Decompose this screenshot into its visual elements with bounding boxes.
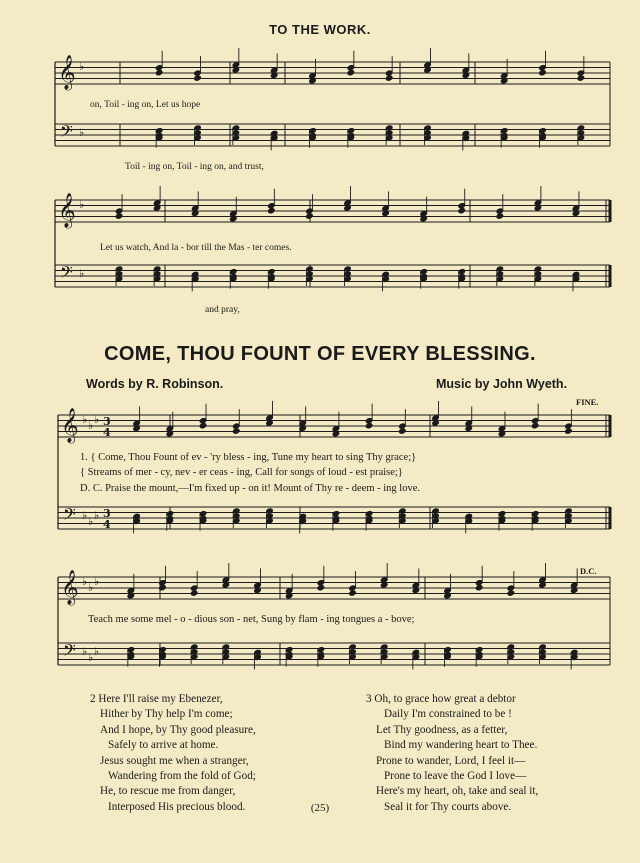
flat-icon: ♭ [79,126,85,139]
quarter-note [531,422,539,429]
verse-3-line: Daily I'm constrained to be ! [384,708,512,721]
hymn-lyric-line3: D. C. Praise the mount,—I'm fixed up - on it! Mount of Thy re - deem - ing love. [80,483,420,494]
top-heading: TO THE WORK. [269,22,371,37]
quarter-note [398,428,406,435]
verse-2-line: Safely to arrive at home. [108,739,219,752]
quarter-note [190,590,198,597]
verse-3-line: Seal it for Thy courts above. [384,800,512,813]
time-signature: 4 [103,518,111,531]
quarter-note [564,428,572,435]
quarter-note [193,75,201,82]
verse-3 [366,692,538,815]
flat-icon: ♭ [88,581,94,594]
hymn-title: COME, THOU FOUNT OF EVERY BLESSING. [104,343,536,365]
quarter-note [305,213,313,220]
verse-2-line: He, to rescue me from danger, [100,785,236,798]
flat-icon: ♭ [94,575,100,588]
verse-2-line: 2 Here I'll raise my Ebenezer, [90,693,223,705]
bass-clef-icon: 𝄢 [60,121,73,145]
treble-clef-icon: 𝄞 [58,193,76,228]
top-system2-lower-lyric: and pray, [205,305,240,315]
fine-marker: FINE. [576,397,599,407]
flat-icon: ♭ [82,575,88,588]
flat-icon: ♭ [82,413,88,426]
quarter-note [385,75,393,82]
top-system1-lower-lyric: Toil - ing on, Toil - ing on, and trust, [125,162,264,172]
quarter-note [475,584,483,591]
words-credit: Words by R. Robinson. [86,377,224,391]
flat-icon: ♭ [82,645,88,658]
quarter-note [365,422,373,429]
flat-icon: ♭ [94,509,100,522]
verse-3-line: Prone to leave the God I love— [384,770,527,783]
flat-icon: ♭ [94,413,100,426]
hymn-lyric-line1: 1. { Come, Thou Fount of ev - 'ry bless - ing, Tune my heart to sing Thy grace;} [80,452,417,463]
verse-2-line: Wandering from the fold of God; [108,770,256,783]
music-credit: Music by John Wyeth. [436,377,568,391]
page-number: (25) [310,802,330,814]
quarter-note [232,428,240,435]
quarter-note [115,213,123,220]
flat-icon: ♭ [88,515,94,528]
time-signature: 3 [103,507,111,520]
hymn-lyric-line2: { Streams of mer - cy, nev - er ceas - ing, Call for songs of loud - est praise;} [80,467,403,478]
dc-marker: D.C. [580,566,597,576]
quarter-note [538,69,546,76]
flat-icon: ♭ [88,651,94,664]
time-signature: 3 [103,415,111,428]
time-signature: 4 [103,426,111,439]
quarter-note [347,69,355,76]
quarter-note [348,590,356,597]
quarter-note [507,590,515,597]
bass-clef-icon: 𝄢 [63,504,76,528]
verse-3-line: Here's my heart, oh, take and seal it, [376,785,539,798]
quarter-note [155,69,163,76]
flat-icon: ♭ [94,645,100,658]
verse-3-line: Let Thy goodness, as a fetter, [376,723,508,736]
treble-clef-icon: 𝄞 [61,570,79,605]
treble-clef-icon: 𝄞 [58,55,76,90]
verse-3-line: Bind my wandering heart to Thee. [384,739,538,752]
top-system1-upper-lyric: on, Toil - ing on, Let us hope [90,100,201,110]
quarter-note [577,75,585,82]
flat-icon: ♭ [82,509,88,522]
verse-2-line: And I hope, by Thy good pleasure, [100,723,256,736]
verse-2-line: Jesus sought me when a stranger, [100,754,249,767]
flat-icon: ♭ [79,267,85,280]
flat-icon: ♭ [79,198,85,211]
quarter-note [458,207,466,214]
treble-clef-icon: 𝄞 [61,408,79,443]
quarter-note [317,584,325,591]
hymn-lyric-line4: Teach me some mel - o - dious son - net, Sung by flam - ing tongues a - bove; [88,614,415,625]
verse-3-line: Prone to wander, Lord, I feel it— [376,754,526,767]
flat-icon: ♭ [88,419,94,432]
verse-2 [90,692,256,815]
verse-2-line: Hither by Thy help I'm come; [100,708,233,721]
quarter-note [267,207,275,214]
top-system2-upper-lyric: Let us watch, And la - bor till the Mas - ter comes. [100,243,292,253]
bass-clef-icon: 𝄢 [63,640,76,664]
quarter-note [199,422,207,429]
verse-3-line: 3 Oh, to grace how great a debtor [366,693,516,705]
bass-clef-icon: 𝄢 [60,262,73,286]
verse-2-line: Interposed His precious blood. [108,800,246,813]
quarter-note [496,213,504,220]
flat-icon: ♭ [79,60,85,73]
